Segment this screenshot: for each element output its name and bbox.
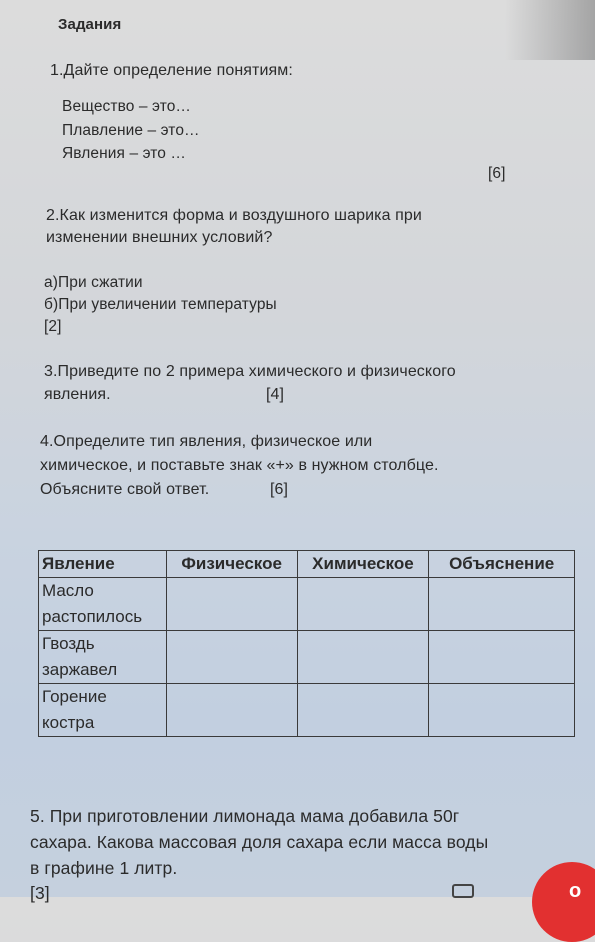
task3-line2: явления. [44, 386, 111, 403]
task2-line2: изменении внешних условий? [46, 229, 273, 246]
task4-line1: 4.Определите тип явления, физическое или [40, 433, 373, 450]
header-phenomenon: Явление [39, 551, 167, 578]
physical-cell[interactable] [166, 684, 297, 737]
table-row [39, 684, 575, 737]
task4-points: [6] [270, 481, 289, 498]
physical-cell[interactable] [166, 631, 297, 684]
table-row [39, 631, 575, 684]
task2-points: [2] [44, 318, 62, 335]
physical-cell[interactable] [166, 578, 297, 631]
fab-glyph: o [569, 880, 582, 902]
task1-item-3: Явления – это … [62, 145, 187, 162]
task2-line1: 2.Как изменится форма и воздушного шарика при [46, 207, 422, 224]
phenomenon-cell [39, 631, 167, 684]
task5-line1: 5. При приготовлении лимонада мама добавила 50г [30, 806, 460, 826]
table-row [39, 578, 575, 631]
task5-line2: сахара. Какова массовая доля сахара если масса воды [30, 832, 489, 852]
header-chemical: Химическое [297, 551, 429, 578]
phenomenon-line: костра [42, 713, 95, 732]
phenomena-table [38, 550, 575, 737]
phenomenon-line: Гвоздь [42, 634, 95, 653]
header-explanation: Объяснение [429, 551, 575, 578]
phenomenon-cell [39, 684, 167, 737]
task1-question: 1.Дайте определение понятиям: [50, 62, 293, 79]
chemical-cell[interactable] [297, 684, 429, 737]
action-fab-button[interactable] [532, 862, 595, 942]
task1-points: [6] [488, 165, 506, 182]
task1-item-2: Плавление – это… [62, 122, 200, 139]
page-title: Задания [58, 16, 122, 33]
phenomenon-line: Горение [42, 687, 107, 706]
task2-option-a: а)При сжатии [44, 274, 143, 291]
keyboard-icon[interactable] [452, 884, 474, 898]
header-physical: Физическое [166, 551, 297, 578]
explanation-cell[interactable] [429, 684, 575, 737]
task5-line3: в графине 1 литр. [30, 858, 178, 878]
task4-line2: химическое, и поставьте знак «+» в нужном столбце. [40, 457, 439, 474]
task3-points: [4] [266, 386, 285, 403]
task1-item-1: Вещество – это… [62, 98, 192, 115]
explanation-cell[interactable] [429, 631, 575, 684]
table-header-row [39, 551, 575, 578]
task4-line3: Объясните свой ответ. [40, 481, 210, 498]
task3-line1: 3.Приведите по 2 примера химического и физического [44, 363, 456, 380]
task5-points: [3] [30, 883, 50, 903]
explanation-cell[interactable] [429, 578, 575, 631]
phenomenon-cell [39, 578, 167, 631]
photo-shadow [505, 0, 595, 60]
chemical-cell[interactable] [297, 631, 429, 684]
phenomenon-line: заржавел [42, 660, 118, 679]
phenomenon-line: растопилось [42, 607, 143, 626]
phenomenon-line: Масло [42, 581, 94, 600]
task2-option-b: б)При увеличении температуры [44, 296, 277, 313]
chemical-cell[interactable] [297, 578, 429, 631]
